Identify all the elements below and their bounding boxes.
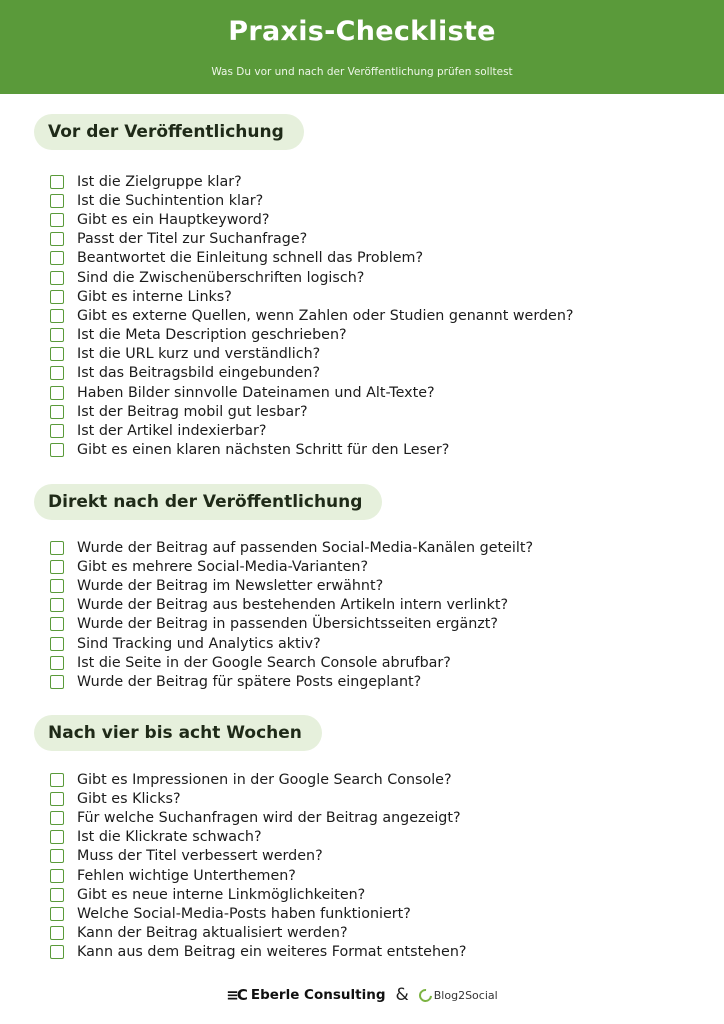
checklist-item[interactable] [50, 653, 533, 672]
checklist-item-label: Ist die Seite in der Google Search Console abrufbar? [77, 654, 451, 671]
checklist-item[interactable] [50, 287, 573, 306]
checklist-item[interactable] [50, 441, 573, 460]
checklist-item-label: Ist die URL kurz und verständlich? [77, 346, 321, 363]
checklist-item[interactable] [50, 885, 467, 904]
section-heading-weeks: Nach vier bis acht Wochen [34, 715, 322, 751]
checklist-item[interactable] [50, 789, 467, 808]
checklist-item-label: Ist die Suchintention klar? [77, 192, 264, 209]
checkbox[interactable] [50, 251, 64, 265]
checklist-item-label: Sind Tracking und Analytics aktiv? [77, 635, 321, 652]
checklist-item-label: Ist der Artikel indexierbar? [77, 423, 267, 440]
blog2social-icon [416, 986, 434, 1004]
checkbox[interactable] [50, 579, 64, 593]
checklist-item[interactable] [50, 770, 467, 789]
checklist-item[interactable] [50, 672, 533, 691]
eberle-consulting-logo [226, 986, 385, 1004]
checkbox[interactable] [50, 213, 64, 227]
checkbox[interactable] [50, 424, 64, 438]
checklist-before [50, 172, 573, 460]
checklist-item[interactable] [50, 596, 533, 615]
checklist-item-label: Fehlen wichtige Unterthemen? [77, 867, 296, 884]
checklist-item-label: Wurde der Beitrag in passenden Übersichtsseiten ergänzt? [77, 616, 498, 633]
checklist-item-label: Muss der Titel verbessert werden? [77, 848, 323, 865]
checklist-item-label: Gibt es ein Hauptkeyword? [77, 211, 270, 228]
checkbox[interactable] [50, 232, 64, 246]
checklist-item-label: Beantwortet die Einleitung schnell das Problem? [77, 250, 424, 267]
checklist-item-label: Ist die Zielgruppe klar? [77, 173, 242, 190]
checklist-item[interactable] [50, 421, 573, 440]
checkbox[interactable] [50, 945, 64, 959]
checklist-item-label: Wurde der Beitrag aus bestehenden Artikeln intern verlinkt? [77, 597, 509, 614]
checkbox[interactable] [50, 598, 64, 612]
checklist-item-label: Ist die Meta Description geschrieben? [77, 327, 347, 344]
checklist-item[interactable] [50, 172, 573, 191]
checkbox[interactable] [50, 926, 64, 940]
checklist-item-label: Gibt es Impressionen in der Google Search Console? [77, 771, 452, 788]
checklist-item[interactable] [50, 615, 533, 634]
checklist-item[interactable] [50, 345, 573, 364]
ec-logo-icon: ≡C [226, 986, 246, 1004]
checklist-item-label: Gibt es einen klaren nächsten Schritt für den Leser? [77, 442, 450, 459]
checklist-item[interactable] [50, 847, 467, 866]
checkbox[interactable] [50, 849, 64, 863]
checklist-item-label: Ist das Beitragsbild eingebunden? [77, 365, 321, 382]
page-header [0, 0, 724, 94]
checkbox[interactable] [50, 560, 64, 574]
checklist-item[interactable] [50, 191, 573, 210]
checklist-item-label: Sind die Zwischenüberschriften logisch? [77, 269, 365, 286]
checkbox[interactable] [50, 194, 64, 208]
checkbox[interactable] [50, 792, 64, 806]
checklist-item[interactable] [50, 249, 573, 268]
checklist-item[interactable] [50, 230, 573, 249]
checkbox[interactable] [50, 175, 64, 189]
checklist-item[interactable] [50, 364, 573, 383]
checklist-item-label: Haben Bilder sinnvolle Dateinamen und Alt-Texte? [77, 384, 435, 401]
checklist-item[interactable] [50, 210, 573, 229]
checklist-after [50, 538, 533, 692]
ec-logo-text: Eberle Consulting [250, 987, 386, 1003]
checklist-item[interactable] [50, 576, 533, 595]
checklist-item-label: Wurde der Beitrag auf passenden Social-Media-Kanälen geteilt? [77, 539, 534, 556]
checklist-item[interactable] [50, 402, 573, 421]
checklist-item[interactable] [50, 306, 573, 325]
ampersand-icon: & [395, 985, 409, 1005]
checkbox[interactable] [50, 443, 64, 457]
checkbox[interactable] [50, 888, 64, 902]
checkbox[interactable] [50, 309, 64, 323]
checkbox[interactable] [50, 811, 64, 825]
checkbox[interactable] [50, 869, 64, 883]
checklist-item[interactable] [50, 383, 573, 402]
checkbox[interactable] [50, 386, 64, 400]
checklist-item[interactable] [50, 634, 533, 653]
checklist-item[interactable] [50, 866, 467, 885]
checklist-item-label: Welche Social-Media-Posts haben funktioniert? [77, 905, 411, 922]
checkbox[interactable] [50, 366, 64, 380]
checklist-item[interactable] [50, 904, 467, 923]
checklist-item-label: Gibt es neue interne Linkmöglichkeiten? [77, 886, 366, 903]
checkbox[interactable] [50, 541, 64, 555]
checkbox[interactable] [50, 907, 64, 921]
footer-logos [0, 984, 724, 1006]
checklist-item[interactable] [50, 943, 467, 962]
checkbox[interactable] [50, 617, 64, 631]
checklist-item[interactable] [50, 924, 467, 943]
checklist-item-label: Ist die Klickrate schwach? [77, 829, 262, 846]
section-heading-before: Vor der Veröffentlichung [34, 114, 304, 150]
checkbox[interactable] [50, 656, 64, 670]
checklist-item[interactable] [50, 828, 467, 847]
checklist-item-label: Gibt es mehrere Social-Media-Varianten? [77, 558, 369, 575]
checklist-item[interactable] [50, 326, 573, 345]
checklist-item-label: Für welche Suchanfragen wird der Beitrag angezeigt? [77, 809, 461, 826]
checklist-item[interactable] [50, 557, 533, 576]
checklist-item-label: Gibt es Klicks? [77, 790, 181, 807]
blog2social-logo [419, 989, 498, 1002]
checklist-item[interactable] [50, 268, 573, 287]
checklist-item-label: Wurde der Beitrag im Newsletter erwähnt? [77, 577, 384, 594]
checklist-weeks [50, 770, 467, 962]
checklist-item[interactable] [50, 538, 533, 557]
checklist-item-label: Kann der Beitrag aktualisiert werden? [77, 925, 348, 942]
checkbox[interactable] [50, 405, 64, 419]
checklist-item-label: Gibt es interne Links? [77, 288, 232, 305]
checkbox[interactable] [50, 290, 64, 304]
section-heading-after: Direkt nach der Veröffentlichung [34, 484, 382, 520]
page-subtitle: Was Du vor und nach der Veröffentlichung prüfen solltest [211, 66, 513, 78]
blog2social-logo-text: Blog2Social [433, 988, 498, 1002]
checklist-item-label: Passt der Titel zur Suchanfrage? [77, 231, 308, 248]
checkbox[interactable] [50, 347, 64, 361]
checklist-item[interactable] [50, 808, 467, 827]
checkbox[interactable] [50, 773, 64, 787]
checkbox[interactable] [50, 328, 64, 342]
checkbox[interactable] [50, 637, 64, 651]
checklist-item-label: Ist der Beitrag mobil gut lesbar? [77, 403, 308, 420]
page-title: Praxis-Checkliste [228, 16, 496, 47]
checkbox[interactable] [50, 675, 64, 689]
checklist-item-label: Gibt es externe Quellen, wenn Zahlen oder Studien genannt werden? [77, 307, 574, 324]
checkbox[interactable] [50, 830, 64, 844]
checklist-item-label: Kann aus dem Beitrag ein weiteres Format entstehen? [77, 944, 467, 961]
checklist-item-label: Wurde der Beitrag für spätere Posts eingeplant? [77, 673, 422, 690]
checkbox[interactable] [50, 271, 64, 285]
